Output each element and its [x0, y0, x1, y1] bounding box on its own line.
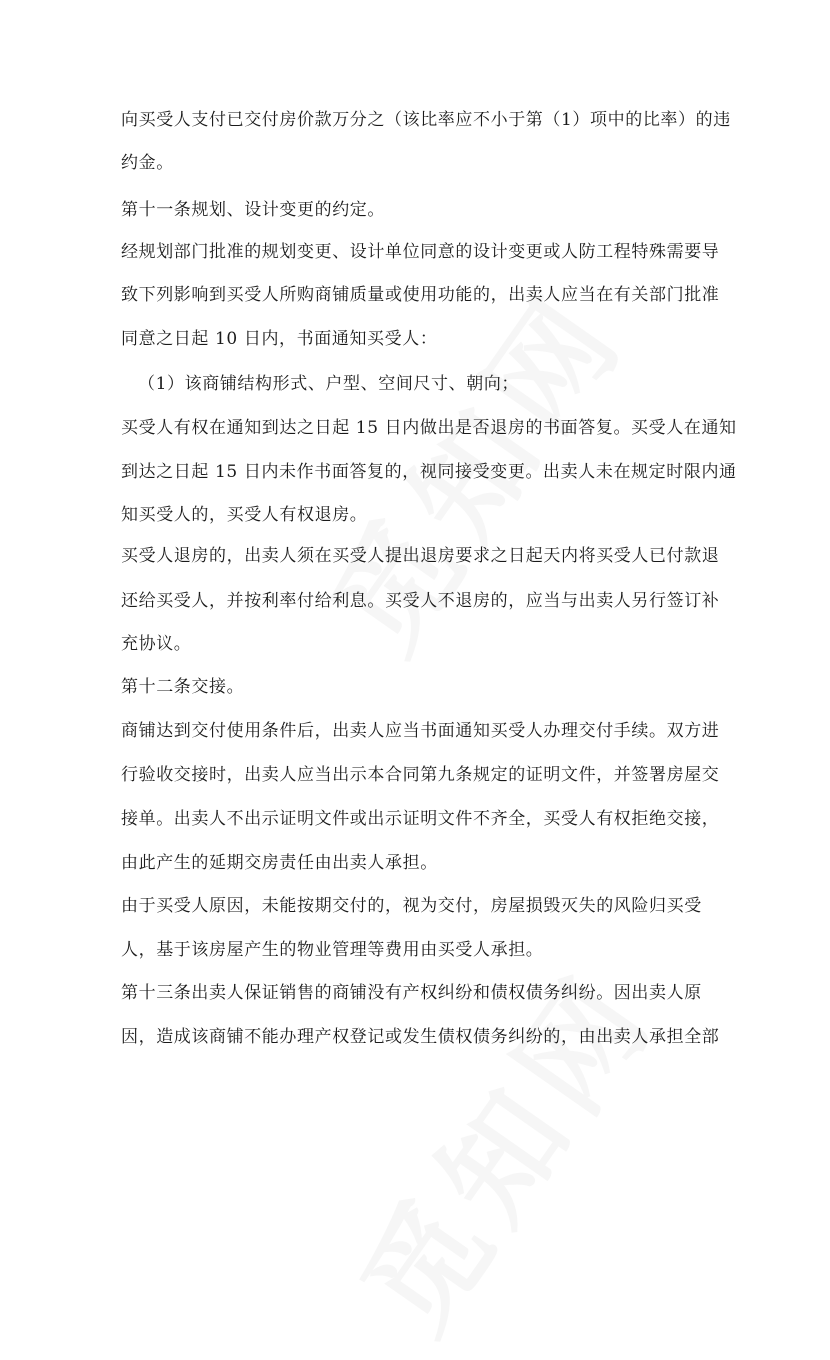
list-item-1: （1）该商铺结构形式、户型、空间尺寸、朝向； — [138, 374, 520, 394]
paragraph-line-15: 商铺达到交付使用条件后，出卖人应当书面通知买受人办理交付手续。双方进 — [121, 721, 720, 741]
paragraph-line-8: 买受人有权在通知到达之日起 15 日内做出是否退房的书面答复。买受人在通知 — [121, 418, 737, 438]
paragraph-line-6: 同意之日起 10 日内，书面通知买受人： — [121, 329, 438, 349]
section-heading-article-12: 第十二条交接。 — [121, 677, 245, 697]
paragraph-line-4: 经规划部门批准的规划变更、设计单位同意的设计变更或人防工程特殊需要导 — [121, 242, 720, 262]
paragraph-line-11: 买受人退房的，出卖人须在买受人提出退房要求之日起天内将买受人已付款退 — [121, 546, 720, 566]
paragraph-line-13: 充协议。 — [121, 634, 192, 654]
paragraph-line-10: 知买受人的，买受人有权退房。 — [121, 505, 368, 525]
paragraph-line-16: 行验收交接时，出卖人应当出示本合同第九条规定的证明文件，并签署房屋交 — [121, 765, 720, 785]
paragraph-line-12: 还给买受人，并按利率付给利息。买受人不退房的，应当与出卖人另行签订补 — [121, 591, 720, 611]
paragraph-line-17: 接单。出卖人不出示证明文件或出示证明文件不齐全，买受人有权拒绝交接， — [121, 809, 720, 829]
paragraph-line-19: 由于买受人原因，未能按期交付的，视为交付，房屋损毁灭失的风险归买受 — [121, 896, 702, 916]
paragraph-line-1: 向买受人支付已交付房价款万分之（该比率应不小于第（1）项中的比率）的违 — [121, 110, 731, 130]
paragraph-line-5: 致下列影响到买受人所购商铺质量或使用功能的，出卖人应当在有关部门批准 — [121, 285, 720, 305]
paragraph-line-22: 因，造成该商铺不能办理产权登记或发生债权债务纠纷的，由出卖人承担全部 — [121, 1027, 720, 1047]
paragraph-line-2: 约金。 — [121, 153, 174, 173]
section-heading-article-11: 第十一条规划、设计变更的约定。 — [121, 200, 385, 220]
section-heading-article-13: 第十三条出卖人保证销售的商铺没有产权纠纷和债权债务纠纷。因出卖人原 — [121, 983, 702, 1003]
paragraph-line-9: 到达之日起 15 日内未作书面答复的，视同接受变更。出卖人未在规定时限内通 — [121, 462, 737, 482]
paragraph-line-20: 人，基于该房屋产生的物业管理等费用由买受人承担。 — [121, 940, 544, 960]
paragraph-line-18: 由此产生的延期交房责任由出卖人承担。 — [121, 853, 438, 873]
